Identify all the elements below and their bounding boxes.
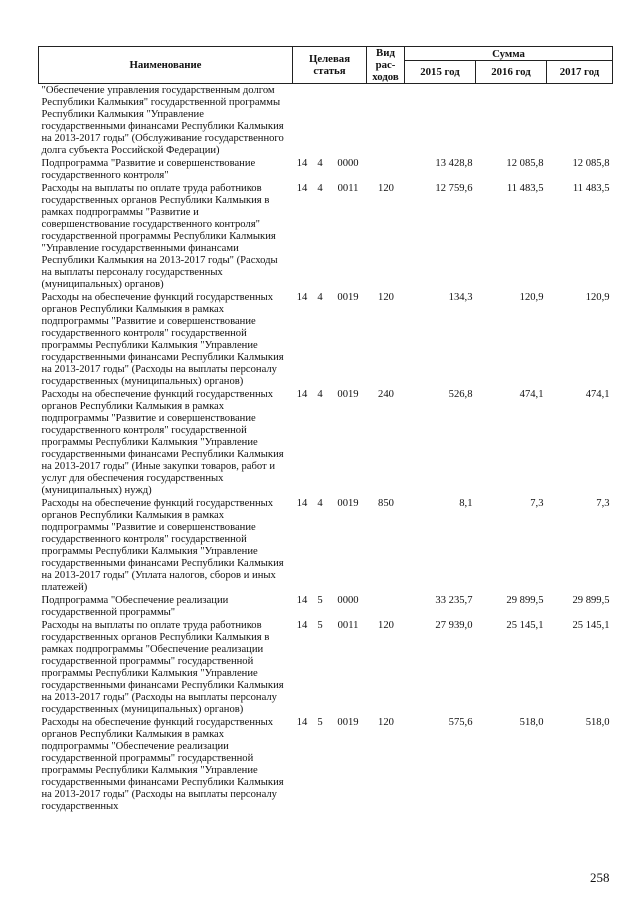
page-number: 258 <box>590 870 610 885</box>
row-section <box>293 84 311 158</box>
row-value-2016: 11 483,5 <box>506 183 544 194</box>
row-name: Расходы на обеспечение функций государственных органов Республики Калмыкия в рамках подпрограммы "Развитие и совершенствование государственного контроля" государственной программы Республики Калмыкия "Управление государственными финансами Республики Калмыкия на 2013-2017 годы" (Иные закупки товаров, работ и услуг для обеспечения государственных (муниципальных) нужд) <box>41 389 284 496</box>
row-expense-type <box>367 594 405 619</box>
header-2015: 2015 год <box>405 61 476 84</box>
row-name: Расходы на выплаты по оплате труда работников государственных органов Республики Калмыкия в рамках подпрограммы "Развитие и совершенствование государственного контроля" государственной программы Республики Калмыкия "Управление государственными финансами Республики Калмыкия на 2013-2017 годы" (Расходы на выплаты персоналу государственных (муниципальных) органов) <box>41 183 278 290</box>
row-target-code: 0019 <box>337 389 359 400</box>
row-value-2016 <box>476 84 547 158</box>
row-section: 14 <box>296 389 308 400</box>
row-expense-type: 850 <box>378 498 394 509</box>
row-expense-type: 120 <box>378 183 394 194</box>
table-row <box>39 84 613 158</box>
row-target-code: 0000 <box>337 158 359 169</box>
row-expense-type: 120 <box>378 717 394 728</box>
row-value-2017: 518,0 <box>585 717 610 728</box>
header-name: Наименование <box>39 47 293 84</box>
row-section: 14 <box>296 595 308 606</box>
header-expense-type: Вид рас-ходов <box>367 47 405 84</box>
row-value-2017: 11 483,5 <box>572 183 610 194</box>
header-2016: 2016 год <box>476 61 547 84</box>
row-expense-type <box>367 84 405 158</box>
row-target-code: 0019 <box>337 292 359 303</box>
row-section: 14 <box>296 158 308 169</box>
row-target-code: 0011 <box>337 183 359 194</box>
row-section: 14 <box>296 498 308 509</box>
row-subsection <box>311 84 329 158</box>
table-row <box>39 497 613 594</box>
row-value-2016: 518,0 <box>519 717 544 728</box>
row-name: "Обеспечение управления государственным долгом Республики Калмыкия" государственной программы Республики Калмыкия "Управление государственными финансами Республики Калмыкия на 2013-2017 годы" (Обслуживание государственного долга субъекта Российской Федерации) <box>41 85 284 156</box>
row-subsection: 5 <box>317 595 323 606</box>
row-value-2016: 25 145,1 <box>506 620 544 631</box>
row-value-2017: 120,9 <box>585 292 610 303</box>
row-subsection: 4 <box>317 183 323 194</box>
row-value-2017: 474,1 <box>585 389 610 400</box>
row-value-2015 <box>405 84 476 158</box>
row-target-code <box>329 84 367 158</box>
row-target-code: 0000 <box>337 595 359 606</box>
budget-page <box>38 46 612 813</box>
table-row <box>39 388 613 497</box>
row-expense-type <box>367 157 405 182</box>
row-value-2017: 29 899,5 <box>572 595 610 606</box>
table-row <box>39 619 613 716</box>
row-subsection: 4 <box>317 292 323 303</box>
row-target-code: 0019 <box>337 498 359 509</box>
row-value-2015: 8,1 <box>459 498 473 509</box>
row-name: Подпрограмма "Обеспечение реализации государственной программы" <box>41 595 229 618</box>
row-subsection: 4 <box>317 498 323 509</box>
row-value-2017: 25 145,1 <box>572 620 610 631</box>
row-value-2015: 27 939,0 <box>435 620 473 631</box>
row-subsection: 5 <box>317 620 323 631</box>
row-name: Расходы на выплаты по оплате труда работников государственных органов Республики Калмыкия в рамках подпрограммы "Обеспечение реализации государственной программы" государственной программы Республики Калмыкия "Управление государственными финансами Республики Калмыкия на 2013-2017 годы" (Расходы на выплаты персоналу государственных (муниципальных) органов) <box>41 620 284 715</box>
row-value-2015: 575,6 <box>448 717 473 728</box>
row-value-2017: 12 085,8 <box>572 158 610 169</box>
table-body <box>39 84 613 814</box>
table-row <box>39 157 613 182</box>
row-name: Расходы на обеспечение функций государственных органов Республики Калмыкия в рамках подпрограммы "Развитие и совершенствование государственного контроля" государственной программы Республики Калмыкия "Управление государственными финансами Республики Калмыкия на 2013-2017 годы" (Расходы на выплаты персоналу государственных (муниципальных) органов) <box>41 292 284 387</box>
budget-table <box>38 46 613 813</box>
header-target: Целевая статья <box>293 47 367 84</box>
row-value-2016: 7,3 <box>530 498 544 509</box>
header-sum: Сумма <box>405 47 613 61</box>
table-header <box>39 47 613 84</box>
row-value-2015: 134,3 <box>448 292 473 303</box>
row-section: 14 <box>296 620 308 631</box>
table-row <box>39 716 613 813</box>
table-row <box>39 594 613 619</box>
row-value-2015: 33 235,7 <box>435 595 473 606</box>
row-subsection: 4 <box>317 389 323 400</box>
row-value-2017 <box>547 84 613 158</box>
row-value-2015: 13 428,8 <box>435 158 473 169</box>
header-2017: 2017 год <box>547 61 613 84</box>
row-value-2016: 12 085,8 <box>506 158 544 169</box>
row-subsection: 5 <box>317 717 323 728</box>
row-target-code: 0019 <box>337 717 359 728</box>
row-name: Расходы на обеспечение функций государственных органов Республики Калмыкия в рамках подпрограммы "Развитие и совершенствование государственного контроля" государственной программы Республики Калмыкия "Управление государственными финансами Республики Калмыкия на 2013-2017 годы" (Уплата налогов, сборов и иных платежей) <box>41 498 284 593</box>
row-value-2015: 526,8 <box>448 389 473 400</box>
row-value-2016: 474,1 <box>519 389 544 400</box>
row-value-2016: 120,9 <box>519 292 544 303</box>
row-target-code: 0011 <box>337 620 359 631</box>
row-value-2016: 29 899,5 <box>506 595 544 606</box>
row-section: 14 <box>296 183 308 194</box>
row-expense-type: 240 <box>378 389 394 400</box>
row-expense-type: 120 <box>378 620 394 631</box>
row-name: Подпрограмма "Развитие и совершенствование государственного контроля" <box>41 158 256 181</box>
row-name: Расходы на обеспечение функций государственных органов Республики Калмыкия в рамках подпрограммы "Обеспечение реализации государственной программы" государственной программы Республики Калмыкия "Управление государственными финансами Республики Калмыкия на 2013-2017 годы" (Расходы на выплаты персоналу государственных <box>41 717 284 812</box>
table-row <box>39 291 613 388</box>
row-value-2017: 7,3 <box>596 498 610 509</box>
row-value-2015: 12 759,6 <box>435 183 473 194</box>
row-section: 14 <box>296 292 308 303</box>
table-row <box>39 182 613 291</box>
row-section: 14 <box>296 717 308 728</box>
row-expense-type: 120 <box>378 292 394 303</box>
row-subsection: 4 <box>317 158 323 169</box>
